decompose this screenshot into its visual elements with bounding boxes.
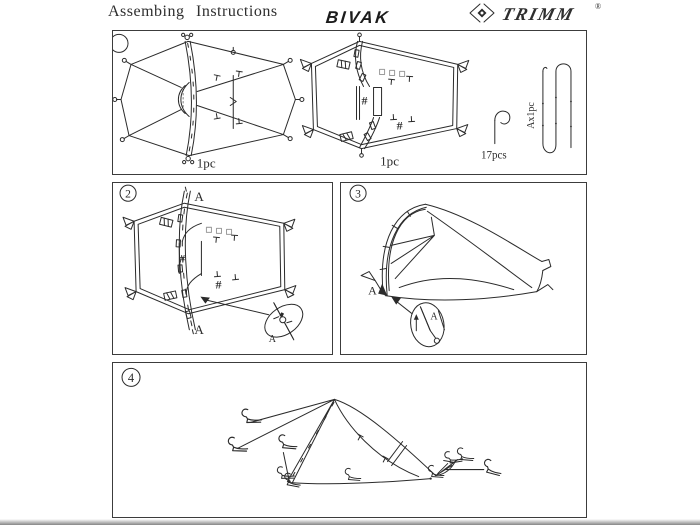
hash-mark: # bbox=[396, 118, 403, 133]
pole-label-bottom: A bbox=[194, 321, 204, 337]
hash-mark: # bbox=[361, 93, 368, 108]
pitched-tent-guylines-diagram bbox=[228, 399, 503, 487]
inner-tent-diagram bbox=[300, 33, 468, 169]
corner-label: A bbox=[368, 283, 377, 298]
hash-mark: # bbox=[215, 277, 222, 292]
panel-step-3 bbox=[340, 182, 587, 355]
trimm-icon bbox=[470, 4, 494, 22]
folded-poles-diagram bbox=[526, 64, 572, 153]
product-logo: BIVAK bbox=[324, 8, 392, 27]
step-number: 2 bbox=[125, 188, 131, 201]
fly-quantity: 1pc bbox=[196, 155, 216, 171]
flysheet-diagram bbox=[113, 33, 304, 170]
pole-quantity: Ax1pc bbox=[525, 102, 537, 129]
peg-quantity: 17pcs bbox=[480, 149, 507, 162]
detail-label: A bbox=[268, 333, 276, 345]
detail-label: A bbox=[430, 311, 438, 323]
pole-label-top: A bbox=[194, 189, 204, 205]
trimm-wordmark: TRIMM bbox=[500, 4, 577, 24]
step-number: 4 bbox=[127, 370, 135, 385]
magnifier-detail bbox=[391, 297, 447, 350]
panel-step-1 bbox=[112, 30, 587, 175]
page-edge-shadow bbox=[0, 519, 700, 525]
step-number-circle bbox=[113, 34, 128, 52]
panel-step-4 bbox=[112, 362, 587, 518]
magnifier-detail bbox=[200, 297, 308, 345]
erected-tent-diagram bbox=[361, 204, 553, 300]
peg-hook-diagram bbox=[481, 111, 510, 162]
page-title: Assembing Instructions bbox=[108, 3, 278, 20]
step-number: 3 bbox=[355, 188, 361, 201]
inner-quantity: 1pc bbox=[380, 153, 399, 169]
trimm-brand-logo bbox=[468, 1, 604, 25]
registered-mark: ® bbox=[595, 2, 602, 11]
hash-mark: # bbox=[179, 251, 186, 266]
panel-step-2 bbox=[112, 182, 333, 355]
